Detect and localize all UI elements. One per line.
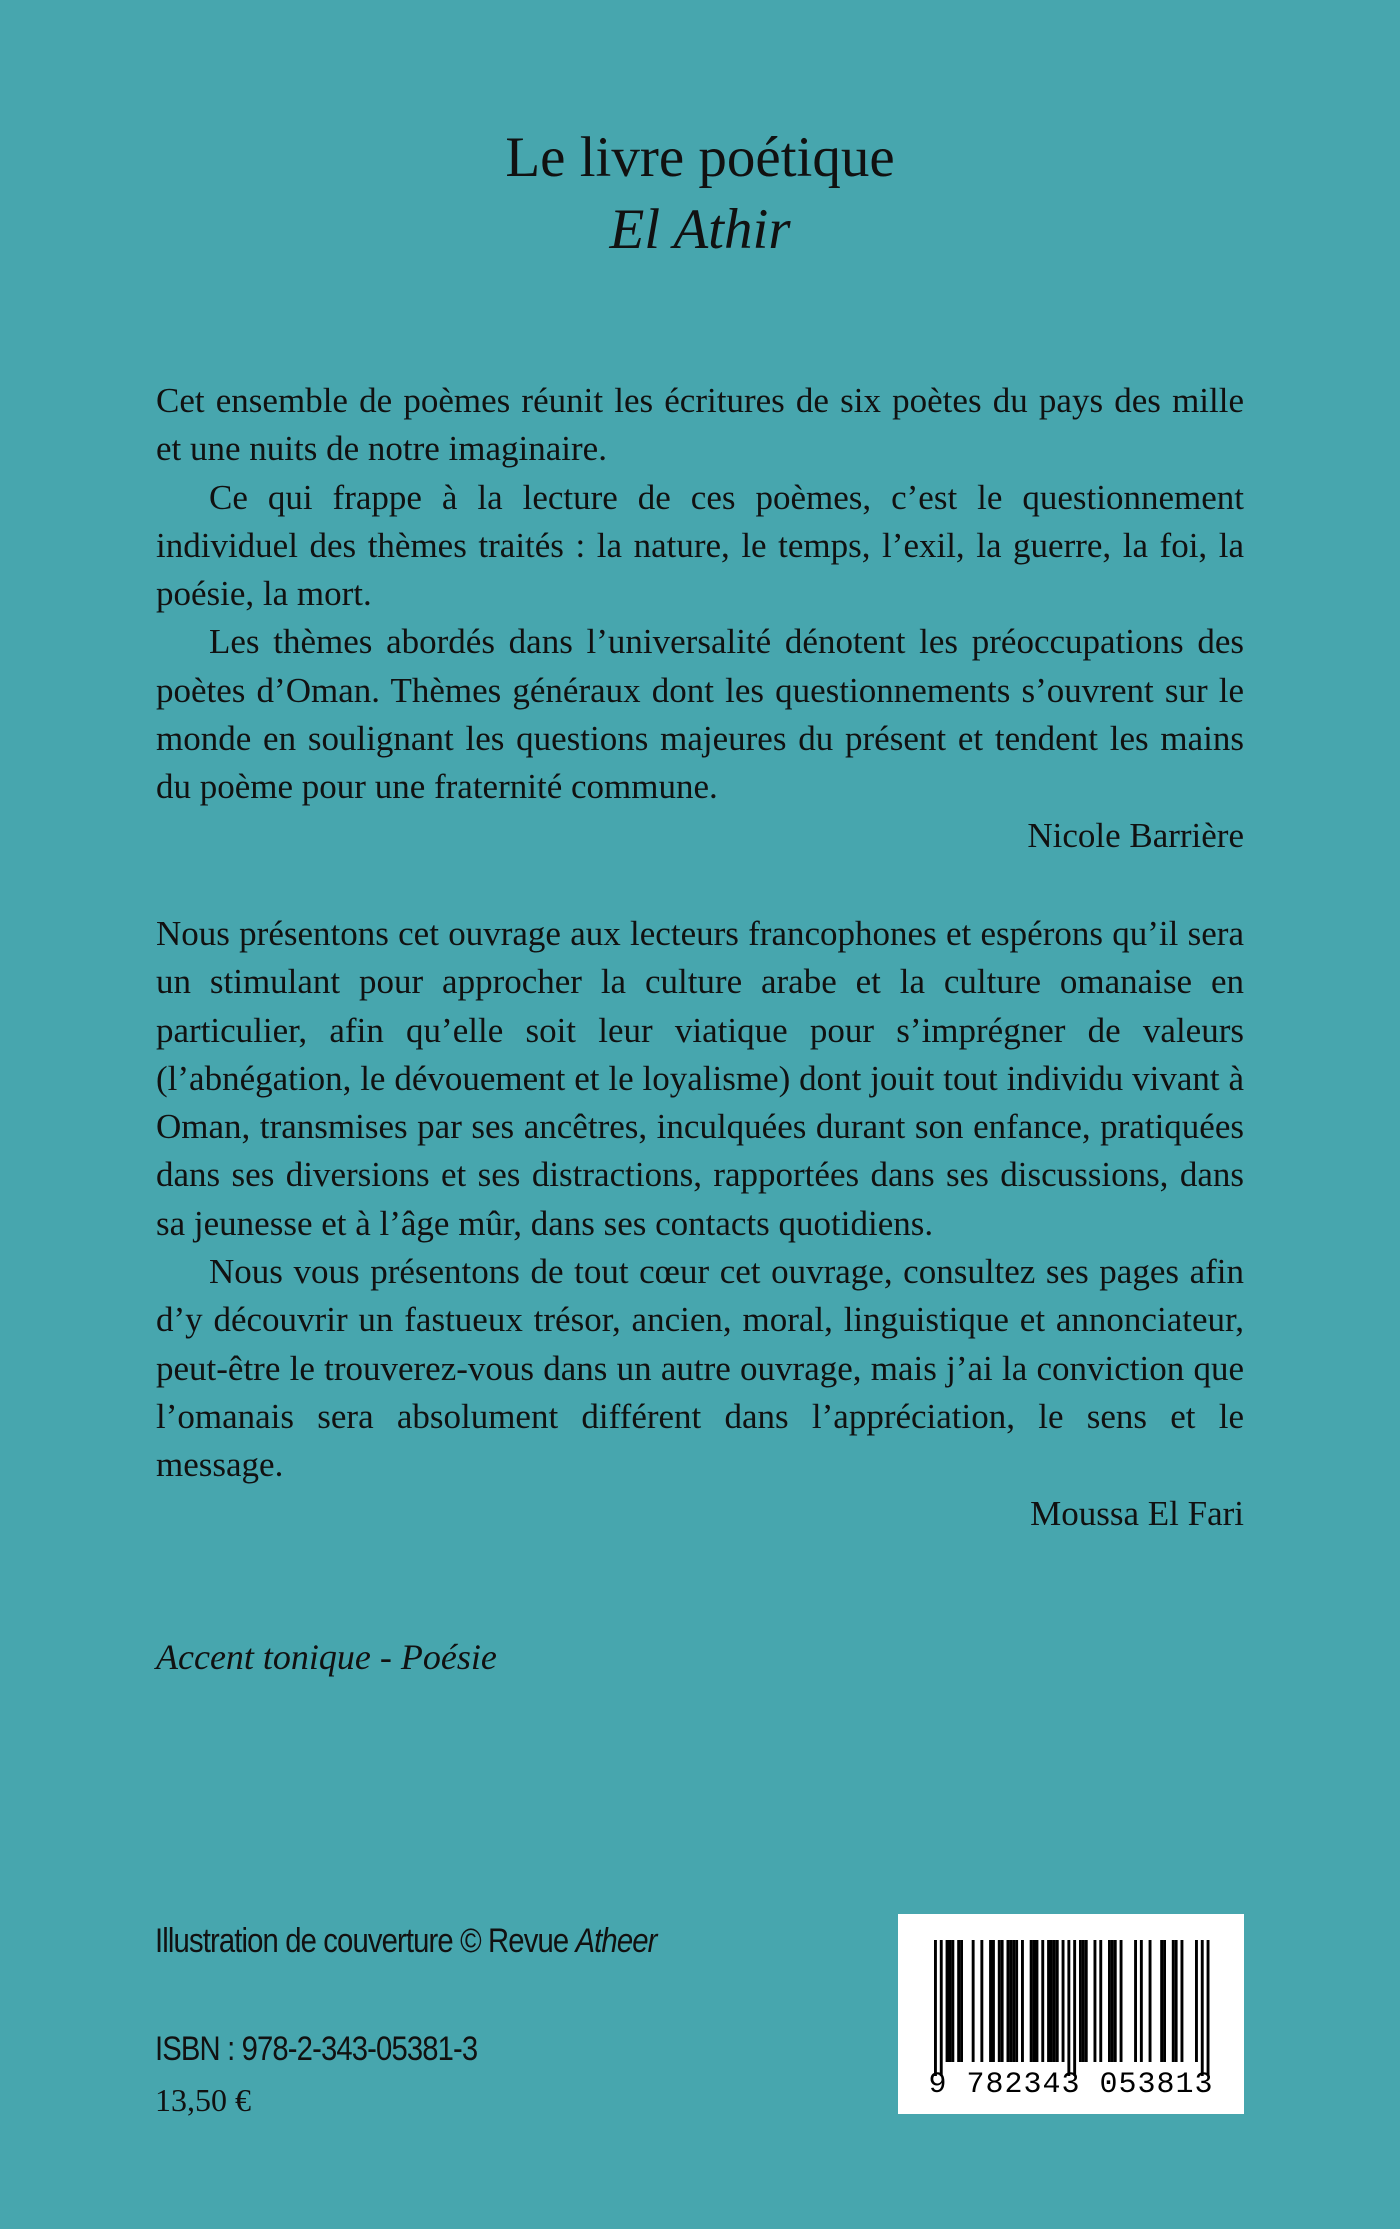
barcode-bar <box>1015 1940 1018 2062</box>
barcode-bar <box>1140 1940 1143 2062</box>
barcode-bar <box>1201 1940 1204 2076</box>
blurb-paragraph: Nous présentons cet ouvrage aux lecteurs francophones et espérons qu’il sera un stimulant pour approcher la culture arabe et la culture omanaise en particulier, afin qu’elle soit leur viatique pour s’imprégner de valeurs (l’abnégation, le dévouement et le loyalisme) dont jouit tout individu vivant à Oman, transmises par ses ancêtres, inculquées durant son enfance, pratiquées dans ses diversions et ses distractions, rapportées dans ses discussions, dans sa jeunesse et à l’âge mûr, dans ses contacts quotidiens. <box>156 914 1244 1243</box>
barcode-bar <box>1036 1940 1039 2062</box>
isbn: ISBN : 978-2-343-05381-3 <box>155 2030 478 2068</box>
barcode-bar <box>1134 1940 1137 2062</box>
barcode-bar <box>1079 1940 1082 2062</box>
barcode-bar <box>1099 1940 1102 2062</box>
barcode-bar <box>934 1940 937 2076</box>
barcode-bar <box>1172 1940 1175 2062</box>
barcode-bar <box>1082 1940 1085 2062</box>
barcode-bar <box>1047 1940 1050 2062</box>
blurb-nicole-barriere <box>156 377 1244 860</box>
title-block <box>0 122 1400 266</box>
illustration-credit <box>155 1922 657 1961</box>
barcode-bar <box>951 1940 954 2062</box>
barcode-bar <box>949 1940 952 2062</box>
barcode-bar <box>1073 1940 1076 2076</box>
barcode-bar <box>957 1940 960 2062</box>
book-title: Le livre poétique <box>505 126 895 189</box>
barcode-bar <box>1053 1940 1056 2062</box>
barcode-bar <box>1181 1940 1184 2062</box>
barcode-digits: 9 782343 053813 <box>928 2068 1214 2102</box>
barcode-bar <box>1108 1940 1111 2062</box>
barcode-bar <box>1030 1940 1033 2062</box>
blurb-signature: Moussa El Fari <box>1030 1493 1244 1533</box>
blurb-signature: Nicole Barrière <box>1027 815 1244 855</box>
barcode-bar <box>992 1940 995 2062</box>
barcode-bar <box>1149 1940 1152 2062</box>
barcode-bar <box>946 1940 949 2062</box>
barcode-bar <box>1111 1940 1114 2062</box>
barcode-bar <box>1120 1940 1123 2062</box>
barcode-bar <box>1067 1940 1070 2076</box>
barcode-bar <box>1062 1940 1065 2062</box>
barcode-bar <box>1207 1940 1210 2076</box>
illustration-credit-prefix: Illustration de couverture © Revue <box>155 1922 576 1960</box>
book-subtitle: El Athir <box>609 198 791 261</box>
barcode-bar <box>1114 1940 1117 2062</box>
illustration-credit-source: Atheer <box>575 1922 657 1960</box>
barcode-bar <box>1175 1940 1178 2062</box>
barcode-bar <box>1001 1940 1004 2062</box>
blurb-paragraph: Nous vous présentons de tout cœur cet ouvrage, consultez ses pages afin d’y découvrir un fastueux trésor, ancien, moral, linguistique et annonciateur, peut-être le trouverez-vous dans un autre ouvrage, mais j’ai la conviction que l’omanais sera absolument différent dans l’appréciation, le sens et le message. <box>156 1252 1244 1485</box>
barcode-bar <box>960 1940 963 2062</box>
barcode-bar <box>1007 1940 1010 2062</box>
barcode-bar <box>1012 1940 1015 2062</box>
barcode-bar <box>989 1940 992 2062</box>
blurb-paragraph: Les thèmes abordés dans l’universalité dénotent les préoccupations des poètes d’Oman. Thèmes généraux dont les questionnements s’ouvrent sur le monde en soulignant les questions majeures du présent et tendent les mains du poème pour une fraternité commune. <box>156 622 1244 807</box>
barcode-bar <box>1033 1940 1036 2062</box>
blurb-paragraph: Ce qui frappe à la lecture de ces poèmes, c’est le questionnement individuel des thèmes traités : la nature, le temps, l’exil, la guerre, la foi, la poésie, la mort. <box>156 477 1244 614</box>
barcode-bar <box>998 1940 1001 2062</box>
blurb-paragraph: Cet ensemble de poèmes réunit les écritures de six poètes du pays des mille et une nuits de notre imaginaire. <box>156 381 1244 469</box>
blurb-moussa-el-fari <box>156 910 1244 1538</box>
barcode-bar <box>940 1940 943 2076</box>
barcode-bar <box>972 1940 975 2062</box>
barcode-bar <box>1160 1940 1163 2062</box>
barcode-bar <box>1195 1940 1198 2062</box>
barcode-bar <box>1041 1940 1044 2062</box>
price: 13,50 € <box>155 2082 251 2118</box>
barcode <box>898 1914 1244 2114</box>
barcode-bar <box>1163 1940 1166 2062</box>
collection-name: Accent tonique - Poésie <box>156 1637 497 1677</box>
barcode-bar <box>1009 1940 1012 2062</box>
barcode-bar <box>1094 1940 1097 2062</box>
barcode-bar <box>1021 1940 1024 2062</box>
barcode-bar <box>1085 1940 1088 2062</box>
barcode-bar <box>1050 1940 1053 2062</box>
barcode-bar <box>1056 1940 1059 2062</box>
barcode-bar <box>980 1940 983 2062</box>
